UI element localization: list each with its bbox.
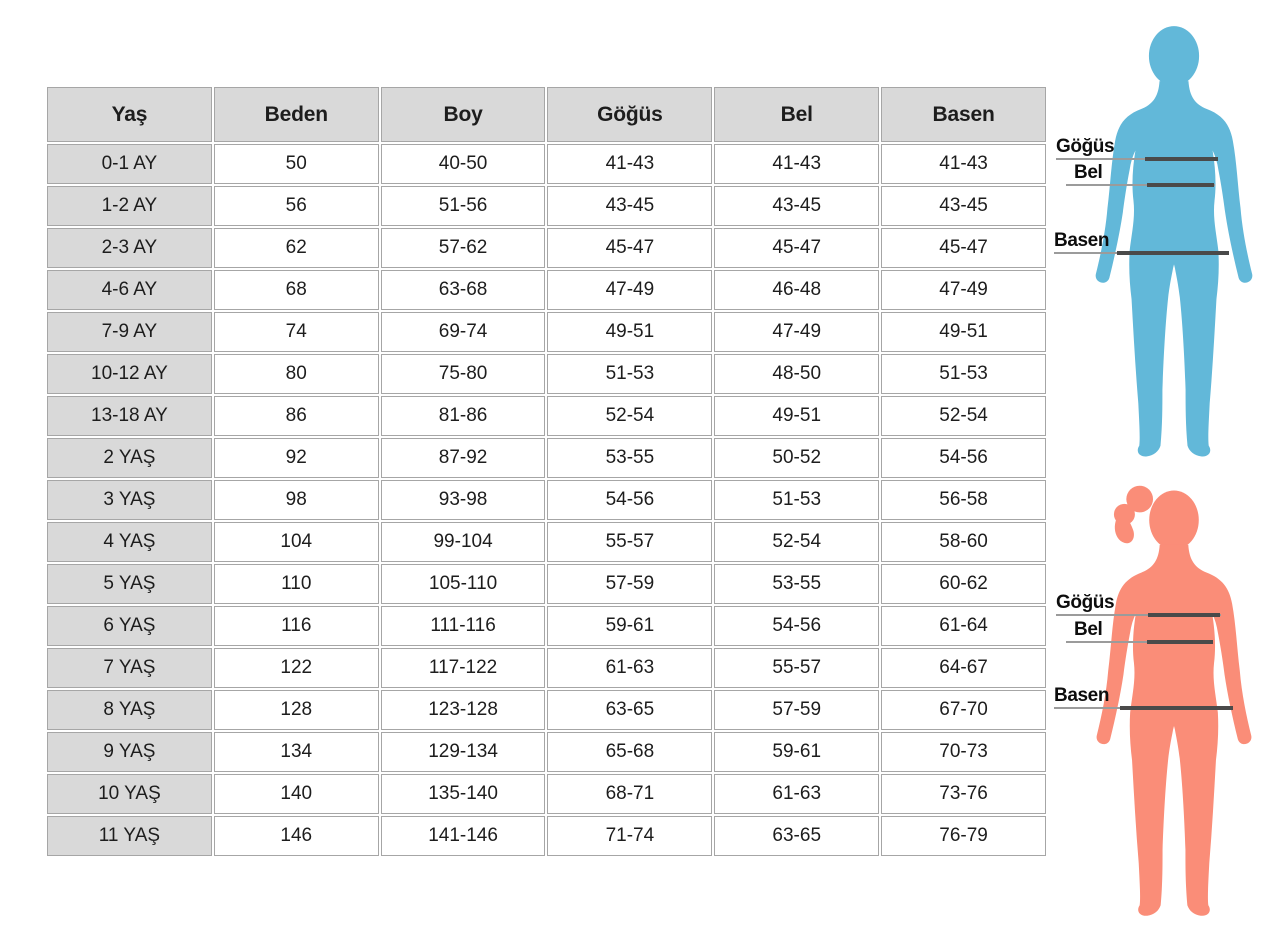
table-row [47, 606, 1046, 646]
table-cell: 69-74 [381, 312, 546, 352]
table-cell: 63-65 [714, 816, 879, 856]
table-cell: 64-67 [881, 648, 1046, 688]
row-label: 4-6 AY [47, 270, 212, 310]
row-label: 6 YAŞ [47, 606, 212, 646]
table-cell: 43-45 [547, 186, 712, 226]
measure-chest-blue [1056, 137, 1218, 160]
table-cell: 45-47 [714, 228, 879, 268]
row-label: 1-2 AY [47, 186, 212, 226]
table-cell: 54-56 [714, 606, 879, 646]
table-row [47, 648, 1046, 688]
table-cell: 55-57 [714, 648, 879, 688]
table-cell: 110 [214, 564, 379, 604]
row-label: 10-12 AY [47, 354, 212, 394]
table-cell: 70-73 [881, 732, 1046, 772]
table-cell: 146 [214, 816, 379, 856]
table-cell: 135-140 [381, 774, 546, 814]
measure-body-line [1148, 613, 1220, 617]
table-cell: 41-43 [881, 144, 1046, 184]
column-header: Bel [714, 87, 879, 142]
row-label: 8 YAŞ [47, 690, 212, 730]
table-cell: 41-43 [714, 144, 879, 184]
table-cell: 99-104 [381, 522, 546, 562]
table-cell: 87-92 [381, 438, 546, 478]
table-row [47, 144, 1046, 184]
table-row [47, 522, 1046, 562]
table-cell: 71-74 [547, 816, 712, 856]
measure-chest-label: Göğüs [1056, 592, 1115, 613]
table-cell: 47-49 [714, 312, 879, 352]
table-cell: 47-49 [547, 270, 712, 310]
table-cell: 105-110 [381, 564, 546, 604]
measure-hip-pink [1054, 686, 1233, 709]
table-cell: 52-54 [547, 396, 712, 436]
table-cell: 61-63 [547, 648, 712, 688]
table-cell: 54-56 [547, 480, 712, 520]
table-cell: 74 [214, 312, 379, 352]
measure-leader-line [1066, 641, 1212, 643]
table-cell: 51-53 [547, 354, 712, 394]
table-cell: 93-98 [381, 480, 546, 520]
table-cell: 116 [214, 606, 379, 646]
table-cell: 56-58 [881, 480, 1046, 520]
measure-chest-label: Göğüs [1056, 136, 1115, 157]
column-header: Göğüs [547, 87, 712, 142]
table-row [47, 186, 1046, 226]
table-cell: 104 [214, 522, 379, 562]
table-cell: 45-47 [881, 228, 1046, 268]
table-cell: 54-56 [881, 438, 1046, 478]
measure-body-line [1147, 183, 1214, 187]
table-cell: 48-50 [714, 354, 879, 394]
table-cell: 61-64 [881, 606, 1046, 646]
table-cell: 41-43 [547, 144, 712, 184]
table-cell: 75-80 [381, 354, 546, 394]
measure-leader-line [1066, 184, 1215, 186]
column-header: Yaş [47, 87, 212, 142]
table-cell: 51-53 [714, 480, 879, 520]
measure-body-line [1117, 251, 1229, 255]
measure-leader-line [1054, 252, 1228, 254]
table-cell: 49-51 [714, 396, 879, 436]
table-cell: 58-60 [881, 522, 1046, 562]
table-cell: 59-61 [714, 732, 879, 772]
table-cell: 45-47 [547, 228, 712, 268]
table-cell: 49-51 [547, 312, 712, 352]
table-cell: 140 [214, 774, 379, 814]
table-row [47, 270, 1046, 310]
measure-waist-pink [1066, 620, 1212, 643]
table-cell: 63-68 [381, 270, 546, 310]
row-label: 5 YAŞ [47, 564, 212, 604]
table-cell: 60-62 [881, 564, 1046, 604]
measure-body-line [1145, 157, 1218, 161]
table-cell: 51-56 [381, 186, 546, 226]
table-cell: 123-128 [381, 690, 546, 730]
table-cell: 92 [214, 438, 379, 478]
table-cell: 43-45 [714, 186, 879, 226]
measure-body-line [1147, 640, 1213, 644]
table-cell: 57-59 [714, 690, 879, 730]
measure-waist-label: Bel [1074, 162, 1103, 183]
row-label: 4 YAŞ [47, 522, 212, 562]
table-cell: 76-79 [881, 816, 1046, 856]
table-cell: 117-122 [381, 648, 546, 688]
table-cell: 67-70 [881, 690, 1046, 730]
table-row [47, 774, 1046, 814]
table-row [47, 816, 1046, 856]
table-cell: 53-55 [547, 438, 712, 478]
measure-waist-label: Bel [1074, 619, 1103, 640]
measure-chest-pink [1056, 593, 1221, 616]
row-label: 7 YAŞ [47, 648, 212, 688]
column-header: Beden [214, 87, 379, 142]
row-label: 10 YAŞ [47, 774, 212, 814]
table-cell: 81-86 [381, 396, 546, 436]
table-cell: 56 [214, 186, 379, 226]
table-cell: 57-62 [381, 228, 546, 268]
table-cell: 46-48 [714, 270, 879, 310]
table-cell: 128 [214, 690, 379, 730]
measure-waist-blue [1066, 163, 1215, 186]
table-row [47, 228, 1046, 268]
measure-hip-label: Basen [1054, 230, 1110, 251]
table-row [47, 312, 1046, 352]
table-row [47, 438, 1046, 478]
table-cell: 65-68 [547, 732, 712, 772]
measure-leader-line [1056, 158, 1218, 160]
table-cell: 57-59 [547, 564, 712, 604]
row-label: 3 YAŞ [47, 480, 212, 520]
table-cell: 55-57 [547, 522, 712, 562]
table-cell: 52-54 [881, 396, 1046, 436]
table-row [47, 396, 1046, 436]
table-cell: 51-53 [881, 354, 1046, 394]
row-label: 2-3 AY [47, 228, 212, 268]
table-cell: 61-63 [714, 774, 879, 814]
table-cell: 59-61 [547, 606, 712, 646]
measure-leader-line [1054, 707, 1233, 709]
table-cell: 86 [214, 396, 379, 436]
table-row [47, 480, 1046, 520]
table-cell: 62 [214, 228, 379, 268]
column-header: Basen [881, 87, 1046, 142]
measure-hip-blue [1054, 231, 1228, 254]
table-row [47, 732, 1046, 772]
table-cell: 50 [214, 144, 379, 184]
table-cell: 122 [214, 648, 379, 688]
table-cell: 73-76 [881, 774, 1046, 814]
table-cell: 98 [214, 480, 379, 520]
column-header: Boy [381, 87, 546, 142]
table-cell: 129-134 [381, 732, 546, 772]
table-header-row [47, 87, 1046, 142]
row-label: 9 YAŞ [47, 732, 212, 772]
row-label: 11 YAŞ [47, 816, 212, 856]
row-label: 0-1 AY [47, 144, 212, 184]
table-cell: 68 [214, 270, 379, 310]
table-cell: 68-71 [547, 774, 712, 814]
row-label: 13-18 AY [47, 396, 212, 436]
size-table [45, 85, 1048, 858]
table-cell: 53-55 [714, 564, 879, 604]
table-cell: 63-65 [547, 690, 712, 730]
table-cell: 111-116 [381, 606, 546, 646]
row-label: 2 YAŞ [47, 438, 212, 478]
measure-hip-label: Basen [1054, 685, 1110, 706]
measure-body-line [1120, 706, 1233, 710]
row-label: 7-9 AY [47, 312, 212, 352]
table-row [47, 354, 1046, 394]
table-row [47, 564, 1046, 604]
table-cell: 134 [214, 732, 379, 772]
table-cell: 43-45 [881, 186, 1046, 226]
table-cell: 141-146 [381, 816, 546, 856]
table-cell: 49-51 [881, 312, 1046, 352]
table-cell: 40-50 [381, 144, 546, 184]
table-row [47, 690, 1046, 730]
table-cell: 50-52 [714, 438, 879, 478]
table-cell: 52-54 [714, 522, 879, 562]
measure-leader-line [1056, 614, 1221, 616]
table-cell: 47-49 [881, 270, 1046, 310]
table-cell: 80 [214, 354, 379, 394]
